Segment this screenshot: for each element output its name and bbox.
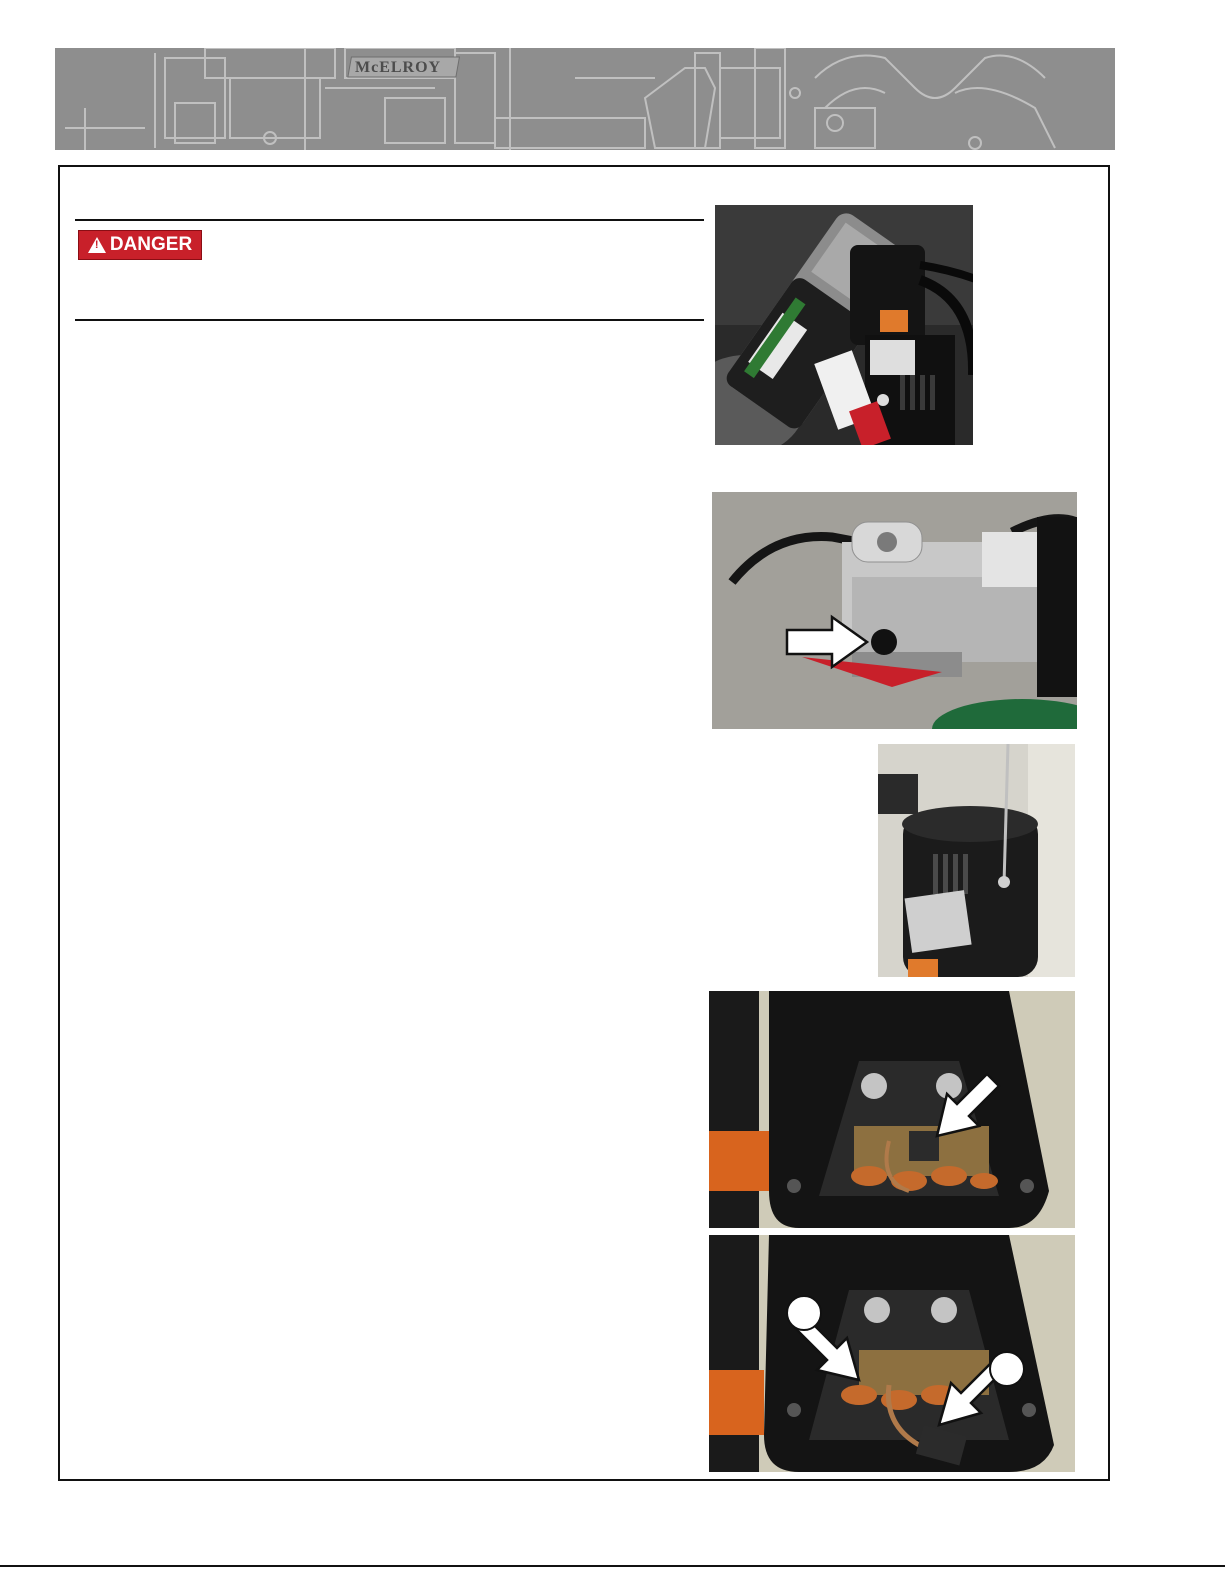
danger-label-text: DANGER xyxy=(109,234,193,255)
brand-logo-text: McELROY xyxy=(355,59,442,76)
danger-top-rule xyxy=(75,219,704,221)
photo-grinder-switch xyxy=(715,205,973,445)
photo-brush-arrow xyxy=(709,991,1075,1228)
danger-label xyxy=(78,230,202,260)
warning-triangle-icon: ! xyxy=(88,237,106,253)
callout-circle xyxy=(787,1296,821,1330)
photo-screwdriver-end-cap xyxy=(878,744,1075,977)
photo-motor-housing-arrow xyxy=(712,492,1077,729)
danger-bottom-rule xyxy=(75,319,704,321)
page-bottom-rule xyxy=(0,1565,1225,1567)
blueprint-background xyxy=(55,48,1115,150)
photo-brush-removal xyxy=(709,1235,1075,1472)
header-banner xyxy=(55,48,1115,150)
callout-circle xyxy=(990,1352,1024,1386)
